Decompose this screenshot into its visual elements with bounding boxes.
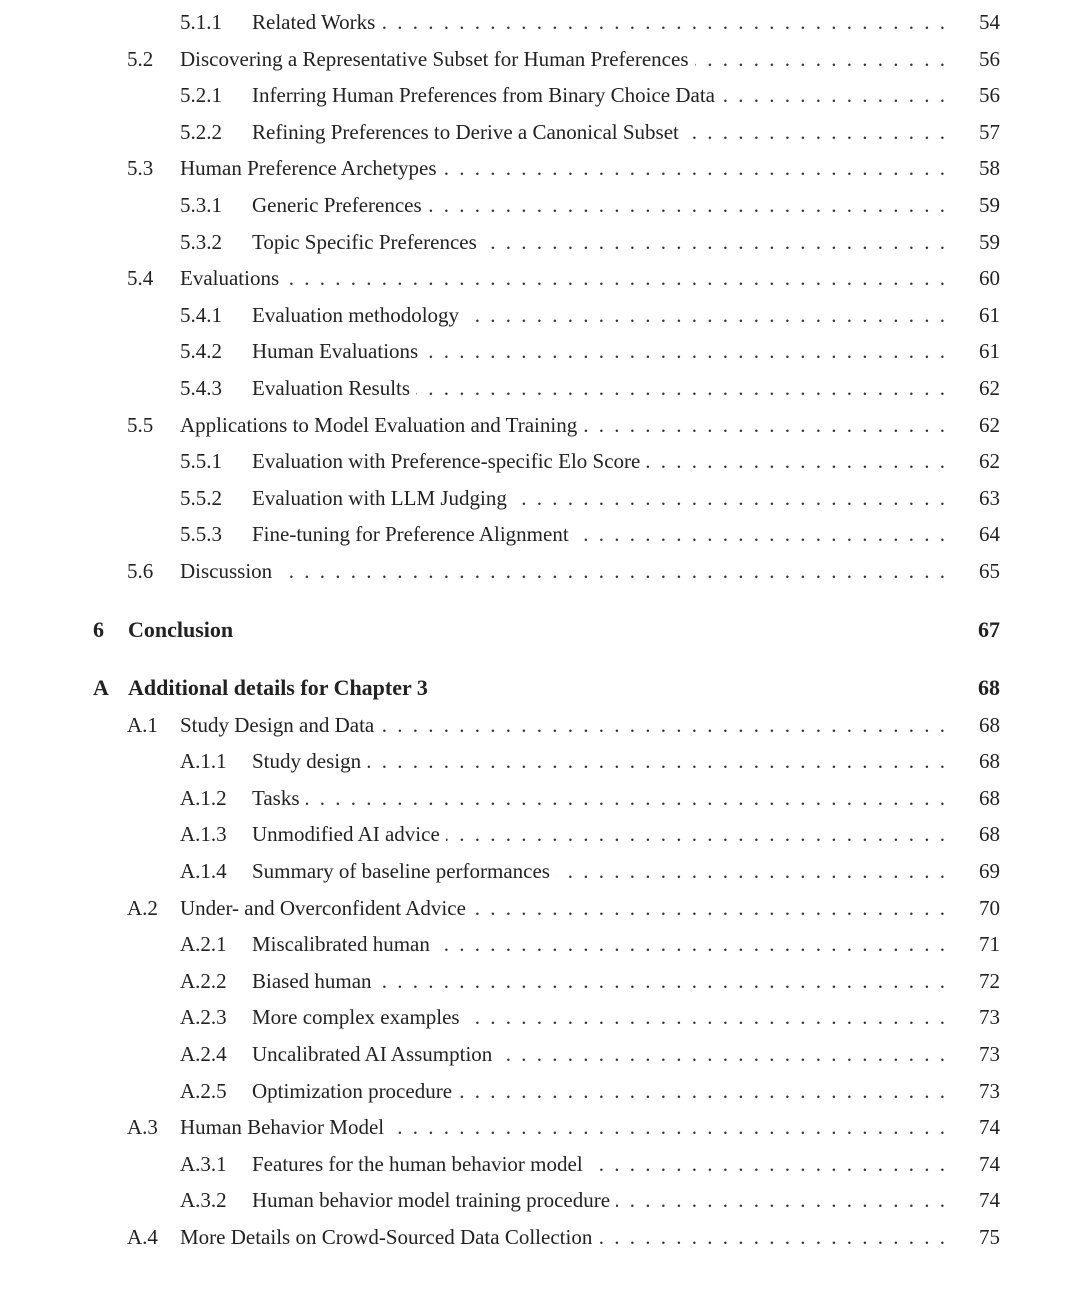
page-number: 73 <box>979 1042 1000 1067</box>
entry-title[interactable]: Human Evaluations <box>252 333 424 370</box>
page-number: 59 <box>979 192 1000 217</box>
entry-title[interactable]: Evaluations <box>180 260 285 297</box>
entry-title[interactable]: Under- and Overconfident Advice <box>180 890 472 927</box>
entry-number: A.1 <box>127 712 158 737</box>
page-number: 70 <box>979 895 1000 920</box>
toc-entry-section[interactable] <box>0 1219 1080 1256</box>
page-number: 75 <box>979 1225 1000 1249</box>
entry-number: 5.5.1 <box>180 449 222 474</box>
page-number: 62 <box>979 412 1000 437</box>
entry-title[interactable]: Study Design and Data <box>180 707 380 744</box>
entry-number: 6 <box>93 616 104 642</box>
entry-number: 5.5.3 <box>180 522 222 547</box>
toc-entry-subsection[interactable] <box>0 480 1080 517</box>
toc-entry-section[interactable] <box>0 41 1080 78</box>
entry-title[interactable]: Study design <box>252 743 367 780</box>
toc-entry-subsection[interactable] <box>0 963 1080 1000</box>
page-number: 59 <box>979 229 1000 254</box>
entry-title[interactable]: Miscalibrated human <box>252 926 436 963</box>
toc-entry-section[interactable] <box>0 1109 1080 1146</box>
entry-title[interactable]: More complex examples <box>252 999 466 1036</box>
entry-number: A.2.2 <box>180 968 227 993</box>
page-number: 74 <box>979 1151 1000 1176</box>
entry-number: A.1.4 <box>180 859 227 884</box>
entry-number: A.1.2 <box>180 785 227 810</box>
page-number: 58 <box>979 156 1000 181</box>
entry-number: 5.4.2 <box>180 339 222 364</box>
entry-number: 5.2 <box>127 46 154 71</box>
entry-number: A <box>93 675 109 701</box>
entry-number: A.3 <box>127 1115 158 1140</box>
entry-number: 5.5.2 <box>180 485 222 510</box>
page-number: 61 <box>979 339 1000 364</box>
entry-title[interactable]: Applications to Model Evaluation and Training <box>180 407 583 444</box>
toc-entry-chapter[interactable] <box>0 670 1080 707</box>
toc-entry-subsection[interactable] <box>0 853 1080 890</box>
toc-entry-section[interactable] <box>0 707 1080 744</box>
toc-entry-subsection[interactable] <box>0 370 1080 407</box>
toc-entry-chapter[interactable] <box>0 612 1080 649</box>
entry-title[interactable]: Optimization procedure <box>252 1073 458 1110</box>
toc-entry-subsection[interactable] <box>0 4 1080 41</box>
entry-title[interactable]: Fine-tuning for Preference Alignment <box>252 516 575 553</box>
entry-number: A.4 <box>127 1225 158 1249</box>
toc-entry-subsection[interactable] <box>0 114 1080 151</box>
page-number: 68 <box>979 712 1000 737</box>
toc-entry-subsection[interactable] <box>0 926 1080 963</box>
page-number: 63 <box>979 485 1000 510</box>
page-number: 61 <box>979 302 1000 327</box>
entry-title[interactable]: Evaluation with Preference-specific Elo Score <box>252 443 646 480</box>
entry-number: A.3.2 <box>180 1188 227 1213</box>
entry-title[interactable]: Related Works <box>252 4 381 41</box>
entry-title[interactable]: Features for the human behavior model <box>252 1146 589 1183</box>
page-number: 65 <box>979 558 1000 583</box>
page-number: 62 <box>979 449 1000 474</box>
toc-entry-section[interactable] <box>0 553 1080 590</box>
toc-entry-subsection[interactable] <box>0 1146 1080 1183</box>
entry-title[interactable]: Inferring Human Preferences from Binary Choice Data <box>252 77 721 114</box>
toc-entry-subsection[interactable] <box>0 816 1080 853</box>
toc-entry-subsection[interactable] <box>0 1073 1080 1110</box>
toc-entry-subsection[interactable] <box>0 443 1080 480</box>
toc-entry-subsection[interactable] <box>0 743 1080 780</box>
entry-title[interactable]: Human behavior model training procedure <box>252 1182 616 1219</box>
page-number: 60 <box>979 266 1000 291</box>
entry-title[interactable]: Additional details for Chapter 3 <box>128 670 434 707</box>
page-number: 62 <box>979 375 1000 400</box>
entry-title[interactable]: Conclusion <box>128 612 239 649</box>
toc-entry-subsection[interactable] <box>0 999 1080 1036</box>
page-number: 64 <box>979 522 1000 547</box>
entry-title[interactable]: Human Preference Archetypes <box>180 150 443 187</box>
entry-title[interactable]: Biased human <box>252 963 378 1000</box>
entry-number: 5.1.1 <box>180 10 222 34</box>
page-number: 71 <box>979 932 1000 957</box>
dot-leader <box>252 780 945 817</box>
entry-number: 5.5 <box>127 412 154 437</box>
entry-title[interactable]: Tasks <box>252 780 306 817</box>
page-number: 72 <box>979 968 1000 993</box>
entry-title[interactable]: Evaluation methodology <box>252 297 465 334</box>
page-number: 56 <box>979 83 1000 108</box>
entry-title[interactable]: Unmodified AI advice <box>252 816 446 853</box>
page-number: 68 <box>979 785 1000 810</box>
toc-entry-section[interactable] <box>0 150 1080 187</box>
entry-number: 5.4.1 <box>180 302 222 327</box>
entry-title[interactable]: Summary of baseline performances <box>252 853 556 890</box>
entry-number: 5.2.1 <box>180 83 222 108</box>
toc-entry-section[interactable] <box>0 260 1080 297</box>
toc-entry-subsection[interactable] <box>0 77 1080 114</box>
entry-title[interactable]: Refining Preferences to Derive a Canonical Subset <box>252 114 685 151</box>
entry-title[interactable]: Discovering a Representative Subset for Human Preferences <box>180 41 695 78</box>
page-number: 74 <box>979 1188 1000 1213</box>
entry-title[interactable]: Evaluation with LLM Judging <box>252 480 513 517</box>
entry-title[interactable]: Topic Specific Preferences <box>252 224 483 261</box>
dot-leader <box>180 260 945 297</box>
entry-number: 5.2.2 <box>180 119 222 144</box>
page-number: 69 <box>979 859 1000 884</box>
entry-title[interactable]: Human Behavior Model <box>180 1109 390 1146</box>
entry-title[interactable]: Uncalibrated AI Assumption <box>252 1036 498 1073</box>
page-number: 67 <box>978 616 1000 642</box>
entry-number: A.2.4 <box>180 1042 227 1067</box>
page-number: 73 <box>979 1005 1000 1030</box>
entry-number: A.1.1 <box>180 749 227 774</box>
page-number: 56 <box>979 46 1000 71</box>
entry-title[interactable]: Discussion <box>180 553 278 590</box>
entry-number: A.2.1 <box>180 932 227 957</box>
entry-number: A.2 <box>127 895 158 920</box>
toc-entry-section[interactable] <box>0 407 1080 444</box>
toc-entry-subsection[interactable] <box>0 1036 1080 1073</box>
page-number: 74 <box>979 1115 1000 1140</box>
entry-number: A.2.5 <box>180 1078 227 1103</box>
entry-number: 5.3.1 <box>180 192 222 217</box>
entry-title[interactable]: Evaluation Results <box>252 370 416 407</box>
entry-title[interactable]: More Details on Crowd-Sourced Data Collection <box>180 1219 598 1256</box>
entry-number: A.1.3 <box>180 822 227 847</box>
toc-entry-section[interactable] <box>0 890 1080 927</box>
toc-entry-subsection[interactable] <box>0 297 1080 334</box>
entry-number: 5.6 <box>127 558 154 583</box>
entry-number: 5.4.3 <box>180 375 222 400</box>
page-number: 68 <box>978 675 1000 701</box>
entry-number: 5.3.2 <box>180 229 222 254</box>
dot-leader <box>180 553 945 590</box>
toc-entry-subsection[interactable] <box>0 516 1080 553</box>
toc-entry-subsection[interactable] <box>0 780 1080 817</box>
table-of-contents <box>0 4 1080 1256</box>
page-number: 73 <box>979 1078 1000 1103</box>
toc-entry-subsection[interactable] <box>0 224 1080 261</box>
entry-number: 5.4 <box>127 266 154 291</box>
toc-entry-subsection[interactable] <box>0 187 1080 224</box>
entry-number: 5.3 <box>127 156 154 181</box>
entry-title[interactable]: Generic Preferences <box>252 187 428 224</box>
page-number: 68 <box>979 822 1000 847</box>
entry-number: A.3.1 <box>180 1151 227 1176</box>
page-number: 68 <box>979 749 1000 774</box>
entry-number: A.2.3 <box>180 1005 227 1030</box>
toc-entry-subsection[interactable] <box>0 333 1080 370</box>
toc-entry-subsection[interactable] <box>0 1182 1080 1219</box>
page-number: 57 <box>979 119 1000 144</box>
page-number: 54 <box>979 10 1000 34</box>
